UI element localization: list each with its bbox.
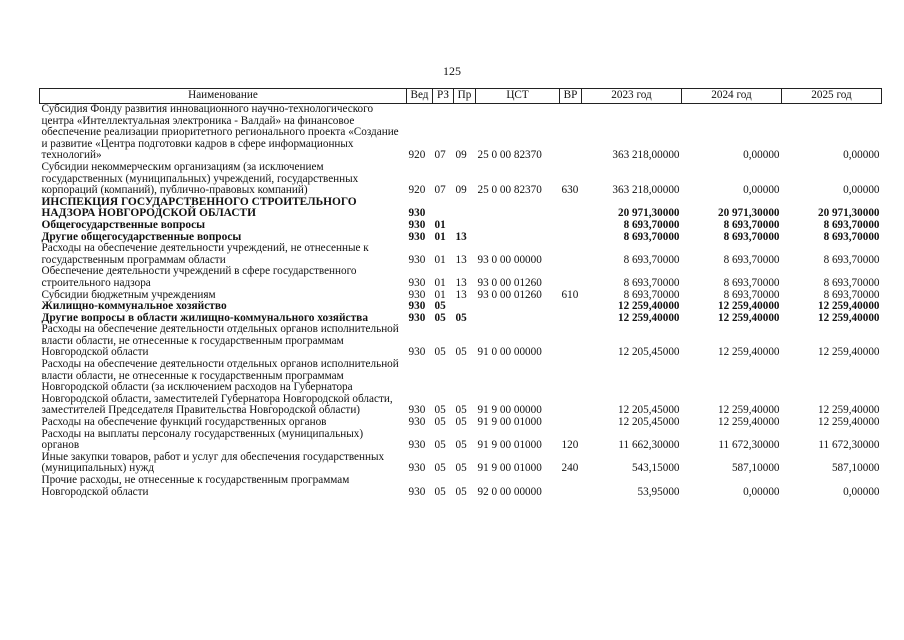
cell-2023: 12 205,45000: [617, 416, 680, 429]
cell-rz: 01: [434, 230, 446, 243]
cell-name: Прочие расходы, не отнесенные к государственным программам Новгородской области: [41, 474, 350, 498]
cell-vr: 240: [561, 462, 579, 475]
cell-rz: 01: [434, 276, 446, 289]
table-row: [40, 452, 882, 475]
cell-rz: [433, 197, 454, 220]
table-row: [40, 104, 882, 162]
cell-2023: 12 205,45000: [617, 346, 680, 359]
cell-2025: 8 693,70000: [823, 218, 880, 231]
table-row: [40, 197, 882, 220]
table-row: [40, 359, 882, 417]
cell-2024: 587,10000: [731, 462, 780, 475]
cell-rz: 05: [434, 311, 446, 324]
table-body: [40, 104, 882, 499]
header-name: Наименование: [40, 89, 407, 104]
cell-vr: 610: [561, 288, 579, 301]
cell-pr: 05: [455, 311, 467, 324]
cell-vr: [560, 324, 582, 359]
cell-cst: 91 9 00 01000: [477, 462, 542, 475]
cell-2025: 11 672,30000: [818, 439, 880, 452]
header-2023: 2023 год: [582, 89, 682, 104]
cell-rz: 01: [434, 288, 446, 301]
cell-rz: 05: [434, 439, 446, 452]
header-2024: 2024 год: [682, 89, 782, 104]
cell-rz: 05: [434, 346, 446, 359]
cell-vr: [560, 232, 582, 244]
cell-ved: 930: [408, 218, 426, 231]
cell-rz: 05: [434, 404, 446, 417]
cell-rz: 05: [434, 462, 446, 475]
cell-2025: 0,00000: [843, 485, 880, 498]
cell-pr: 05: [455, 346, 467, 359]
cell-2023: 12 259,40000: [617, 311, 680, 324]
table-row: [40, 220, 882, 232]
cell-pr: 13: [455, 276, 467, 289]
cell-rz: 05: [434, 485, 446, 498]
cell-name: Субсидии бюджетным учреждениям: [41, 288, 216, 301]
cell-2023: 8 693,70000: [623, 218, 680, 231]
cell-2024: 12 259,40000: [717, 404, 780, 417]
cell-2025: 8 693,70000: [823, 276, 880, 289]
cell-cst: [476, 313, 560, 325]
cell-2024: 0,00000: [743, 184, 780, 197]
cell-2024: 20 971,30000: [717, 207, 780, 220]
cell-2023: 363 218,00000: [612, 149, 680, 162]
cell-vr: [560, 417, 582, 429]
table-row: [40, 475, 882, 498]
cell-name: Другие общегосударственные вопросы: [41, 230, 242, 243]
cell-rz: 05: [434, 300, 446, 313]
cell-2024: 8 693,70000: [723, 276, 780, 289]
cell-pr: 05: [455, 485, 467, 498]
table-row: [40, 301, 882, 313]
cell-2025: 587,10000: [831, 462, 880, 475]
cell-name: ИНСПЕКЦИЯ ГОСУДАРСТВЕННОГО СТРОИТЕЛЬНОГО НАДЗОРА НОВГОРОДСКОЙ ОБЛАСТИ: [41, 195, 357, 220]
cell-cst: 25 0 00 82370: [477, 149, 542, 162]
cell-name: Расходы на обеспечение деятельности учреждений, не отнесенные к государственным программам области: [41, 242, 369, 266]
cell-vr: [560, 475, 582, 498]
cell-2024: 8 693,70000: [723, 253, 780, 266]
cell-vr: [560, 220, 582, 232]
cell-pr: 05: [455, 439, 467, 452]
cell-2024: 11 672,30000: [718, 439, 780, 452]
cell-vr: [560, 197, 582, 220]
cell-ved: 930: [408, 416, 426, 429]
cell-name: Обеспечение деятельности учреждений в сфере государственного строительного надзора: [41, 265, 357, 289]
cell-vr: [560, 104, 582, 162]
cell-2024: 8 693,70000: [723, 288, 780, 301]
cell-name: Жилищно-коммунальное хозяйство: [41, 300, 227, 313]
cell-pr: [454, 301, 476, 313]
cell-rz: 07: [434, 184, 446, 197]
cell-2025: 20 971,30000: [817, 207, 880, 220]
cell-vr: [560, 266, 582, 289]
cell-cst: [476, 232, 560, 244]
cell-cst: 25 0 00 82370: [477, 184, 542, 197]
cell-pr: 05: [455, 416, 467, 429]
table-row: [40, 417, 882, 429]
cell-cst: 91 0 00 00000: [477, 346, 542, 359]
header-vr: ВР: [560, 89, 582, 104]
cell-2024: 12 259,40000: [717, 300, 780, 313]
cell-2025: 0,00000: [843, 184, 880, 197]
cell-2025: 8 693,70000: [823, 288, 880, 301]
cell-ved: 930: [408, 288, 426, 301]
cell-cst: 93 0 00 01260: [477, 276, 542, 289]
cell-2023: 12 259,40000: [617, 300, 680, 313]
header-rz: РЗ: [433, 89, 454, 104]
cell-2024: 0,00000: [743, 485, 780, 498]
cell-2024: 0,00000: [743, 149, 780, 162]
cell-ved: 920: [408, 184, 426, 197]
cell-name: Другие вопросы в области жилищно-коммунального хозяйства: [41, 311, 369, 324]
cell-2025: 8 693,70000: [823, 253, 880, 266]
cell-2025: 12 259,40000: [817, 404, 880, 417]
cell-pr: 05: [455, 404, 467, 417]
cell-ved: 930: [408, 462, 426, 475]
cell-ved: 930: [408, 253, 426, 266]
cell-2023: 363 218,00000: [612, 184, 680, 197]
cell-ved: 930: [408, 439, 426, 452]
cell-2025: 0,00000: [843, 149, 880, 162]
cell-2025: 8 693,70000: [823, 230, 880, 243]
cell-vr: [560, 313, 582, 325]
cell-name: Расходы на обеспечение деятельности отдельных органов исполнительной власти области, не отнесенные к государственным программам Новгородской области: [41, 323, 399, 359]
cell-pr: 13: [455, 230, 467, 243]
header-pr: Пр: [454, 89, 476, 104]
cell-name: Расходы на обеспечение деятельности отдельных органов исполнительной власти области, не отнесенные к государственным программам Новгородской области (за исключением расходов на Губернатора Новгородской области, заместителей Губернатора Новгородской области, заместителей Председателя Правительства Новгородской области): [41, 358, 399, 417]
cell-rz: 07: [434, 149, 446, 162]
cell-name: Расходы на обеспечение функций государственных органов: [41, 416, 327, 429]
cell-ved: 930: [408, 300, 426, 313]
cell-pr: 05: [455, 462, 467, 475]
budget-table: [39, 88, 882, 498]
cell-name: Субсидии некоммерческим организациям (за исключением государственных (муниципальных) учреждений, государственных корпораций (компаний), публично-правовых компаний): [41, 160, 359, 197]
cell-2023: 11 662,30000: [618, 439, 680, 452]
cell-2023: 20 971,30000: [617, 207, 680, 220]
cell-2024: 12 259,40000: [717, 416, 780, 429]
cell-cst: 91 9 00 00000: [477, 404, 542, 417]
table-row: [40, 243, 882, 266]
cell-cst: 92 0 00 00000: [477, 485, 542, 498]
cell-2023: 53,95000: [637, 485, 680, 498]
cell-cst: 93 0 00 01260: [477, 288, 542, 301]
cell-cst: 93 0 00 00000: [477, 253, 542, 266]
cell-cst: [476, 301, 560, 313]
cell-vr: [560, 243, 582, 266]
cell-2024: 8 693,70000: [723, 230, 780, 243]
cell-pr: 09: [455, 149, 467, 162]
cell-2023: 12 205,45000: [617, 404, 680, 417]
cell-vr: 630: [561, 184, 579, 197]
table-header-row: [40, 89, 882, 104]
cell-2024: 8 693,70000: [723, 218, 780, 231]
cell-name: Иные закупки товаров, работ и услуг для обеспечения государственных (муниципальных) нужд: [41, 450, 385, 475]
cell-cst: [476, 197, 560, 220]
cell-vr: 120: [561, 439, 579, 452]
cell-2024: 12 259,40000: [717, 311, 780, 324]
page-number: 125: [443, 64, 461, 78]
cell-rz: 01: [434, 253, 446, 266]
cell-ved: 930: [408, 404, 426, 417]
cell-vr: [560, 359, 582, 417]
cell-2024: 12 259,40000: [717, 346, 780, 359]
header-cst: ЦСТ: [476, 89, 560, 104]
cell-ved: 930: [408, 485, 426, 498]
cell-pr: 09: [455, 184, 467, 197]
cell-2025: 12 259,40000: [817, 346, 880, 359]
header-ved: Вед: [407, 89, 433, 104]
cell-2025: 12 259,40000: [817, 311, 880, 324]
cell-cst: [476, 220, 560, 232]
cell-ved: 930: [408, 311, 426, 324]
cell-2023: 8 693,70000: [623, 230, 680, 243]
cell-ved: 930: [408, 346, 426, 359]
cell-rz: 01: [434, 218, 446, 231]
cell-name: Общегосударственные вопросы: [41, 218, 206, 231]
cell-pr: [454, 220, 476, 232]
cell-2023: 8 693,70000: [623, 276, 680, 289]
cell-2023: 543,15000: [631, 462, 680, 475]
cell-vr: [560, 301, 582, 313]
cell-rz: 05: [434, 416, 446, 429]
cell-2025: 12 259,40000: [817, 300, 880, 313]
cell-2023: 8 693,70000: [623, 253, 680, 266]
cell-cst: 91 9 00 01000: [477, 439, 542, 452]
cell-pr: 13: [455, 253, 467, 266]
header-2025: 2025 год: [782, 89, 882, 104]
cell-name: Расходы на выплаты персоналу государственных (муниципальных) органов: [41, 427, 364, 452]
cell-ved: 930: [408, 207, 426, 220]
table-row: [40, 266, 882, 289]
cell-ved: 920: [408, 149, 426, 162]
cell-cst: 91 9 00 01000: [477, 416, 542, 429]
table-row: [40, 324, 882, 359]
table-row: [40, 162, 882, 197]
cell-name: Субсидия Фонду развития инновационного научно-технологического центра «Интеллектуальная электроника - Валдай» на финансовое обеспечение реализации приоритетного регионального проекта «Создание и развитие «Центра подготовки кадров в сфере информационных технологий»: [41, 103, 399, 162]
cell-pr: [454, 197, 476, 220]
cell-ved: 930: [408, 230, 426, 243]
cell-ved: 930: [408, 276, 426, 289]
table-row: [40, 429, 882, 452]
cell-pr: 13: [455, 288, 467, 301]
cell-2023: 8 693,70000: [623, 288, 680, 301]
cell-2025: 12 259,40000: [817, 416, 880, 429]
